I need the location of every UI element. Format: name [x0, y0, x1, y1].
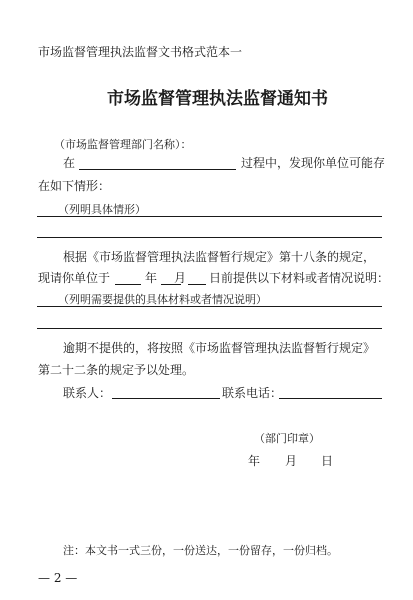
situation-placeholder: （列明具体情形）	[58, 203, 146, 216]
recipient-line: （市场监督管理部门名称）：	[54, 138, 192, 151]
materials-placeholder: （列明需要提供的具体材料或者情况说明）	[58, 293, 267, 306]
para3-line1: 逾期不提供的，将按照《市场监督管理执法监督暂行规定》	[63, 341, 376, 355]
date-month-label: 月	[285, 454, 298, 468]
process-fill-line[interactable]	[79, 169, 236, 170]
materials-line-2[interactable]	[37, 328, 382, 329]
materials-line-1[interactable]	[37, 306, 382, 307]
year-fill-line[interactable]	[115, 284, 141, 285]
para1-line2: 在如下情形：	[38, 179, 111, 193]
footnote: 注：本文书一式三份，一份送达，一份留存，一份归档。	[63, 544, 338, 557]
para2-line1: 根据《市场监督管理执法监督暂行规定》第十八条的规定，	[63, 250, 376, 264]
form-label: 市场监督管理执法监督文书格式范本一	[38, 45, 243, 59]
day-fill-line[interactable]	[188, 284, 206, 285]
page-number: — 2 —	[38, 571, 78, 585]
contact-phone-field[interactable]	[279, 398, 382, 399]
para1-suffix: 过程中，发现你单位可能存	[241, 156, 386, 170]
contact-person-field[interactable]	[112, 398, 220, 399]
month-label: 月	[174, 271, 187, 285]
situation-line-1[interactable]	[37, 216, 382, 217]
para2-line2-suffix: 日前提供以下材料或者情况说明：	[209, 271, 390, 285]
contact-phone-label: 联系电话：	[222, 386, 283, 400]
situation-line-2[interactable]	[37, 237, 382, 238]
document-title: 市场监督管理执法监督通知书	[107, 89, 328, 109]
contact-person-label: 联系人：	[63, 386, 112, 400]
date-year-label: 年	[248, 454, 261, 468]
para3-line2: 第二十二条的规定予以处理。	[38, 363, 195, 377]
date-day-label: 日	[321, 454, 334, 468]
seal-placeholder: （部门印章）	[254, 432, 320, 445]
para2-line2-prefix: 现请你单位于	[38, 271, 111, 285]
year-label: 年	[145, 271, 158, 285]
para1-prefix: 在	[63, 156, 76, 170]
